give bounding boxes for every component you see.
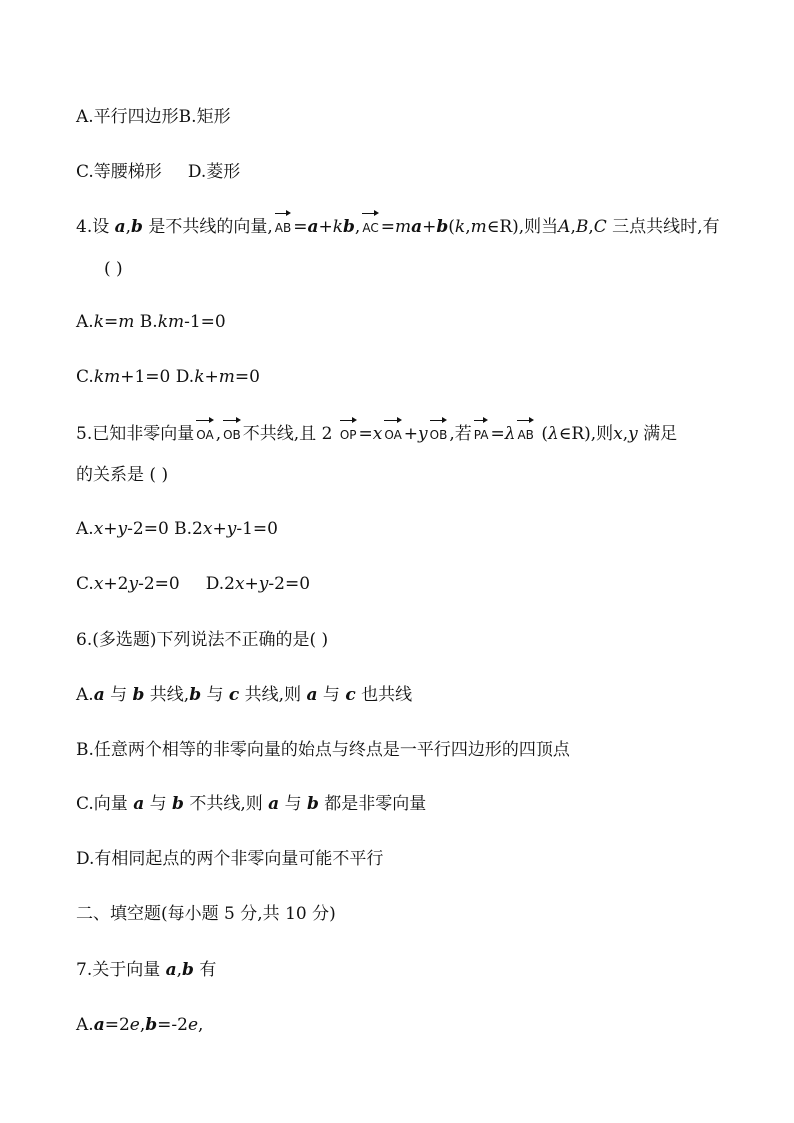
vector-ab-2: AB <box>517 423 533 447</box>
question-4-paren: ( ) <box>104 259 123 279</box>
option-line-ab: A.平行四边形B.矩形 <box>76 107 231 127</box>
vector-oa: OA <box>196 423 213 447</box>
question-4-options-cd: C.km+1=0 D.k+m=0 <box>76 367 260 387</box>
vector-oa-2: OA <box>384 423 401 447</box>
vector-ob-2: OB <box>430 423 448 447</box>
question-6-option-c: C.向量 a 与 b 不共线,则 a 与 b 都是非零向量 <box>76 794 427 814</box>
option-line-cd: C.等腰梯形 D.菱形 <box>76 162 241 182</box>
question-5-cont: 的关系是 ( ) <box>76 465 169 485</box>
question-7-option-a: A.a=2e,b=-2e, <box>76 1015 204 1035</box>
vector-op: OP <box>340 423 357 447</box>
question-4: 4.设 a,b 是不共线的向量, AB =a+kb, AC =ma+b(k,m∈R),则当A,B,C 三点共线时,有 <box>76 215 720 240</box>
question-7: 7.关于向量 a,b 有 <box>76 960 217 980</box>
vector-ab: AB <box>275 216 291 240</box>
question-5: 5.已知非零向量 OA , OB 不共线,且 2 OP =x OA +y OB ,若 PA =λ AB (λ∈R),则x,y 满足 <box>76 422 677 447</box>
question-6: 6.(多选题)下列说法不正确的是( ) <box>76 630 329 650</box>
question-5-options-cd: C.x+2y-2=0 D.2x+y-2=0 <box>76 574 311 594</box>
question-6-option-b: B.任意两个相等的非零向量的始点与终点是一平行四边形的四顶点 <box>76 740 570 760</box>
question-5-options-ab: A.x+y-2=0 B.2x+y-1=0 <box>76 519 278 539</box>
question-6-option-d: D.有相同起点的两个非零向量可能不平行 <box>76 849 384 869</box>
question-6-option-a: A.a 与 b 共线,b 与 c 共线,则 a 与 c 也共线 <box>76 685 413 705</box>
vector-pa: PA <box>474 423 489 447</box>
section-title-fill-in: 二、填空题(每小题 5 分,共 10 分) <box>76 904 336 924</box>
vector-ob: OB <box>223 423 241 447</box>
question-4-options-ab: A.k=m B.km-1=0 <box>76 312 226 332</box>
vector-ac: AC <box>362 216 378 240</box>
